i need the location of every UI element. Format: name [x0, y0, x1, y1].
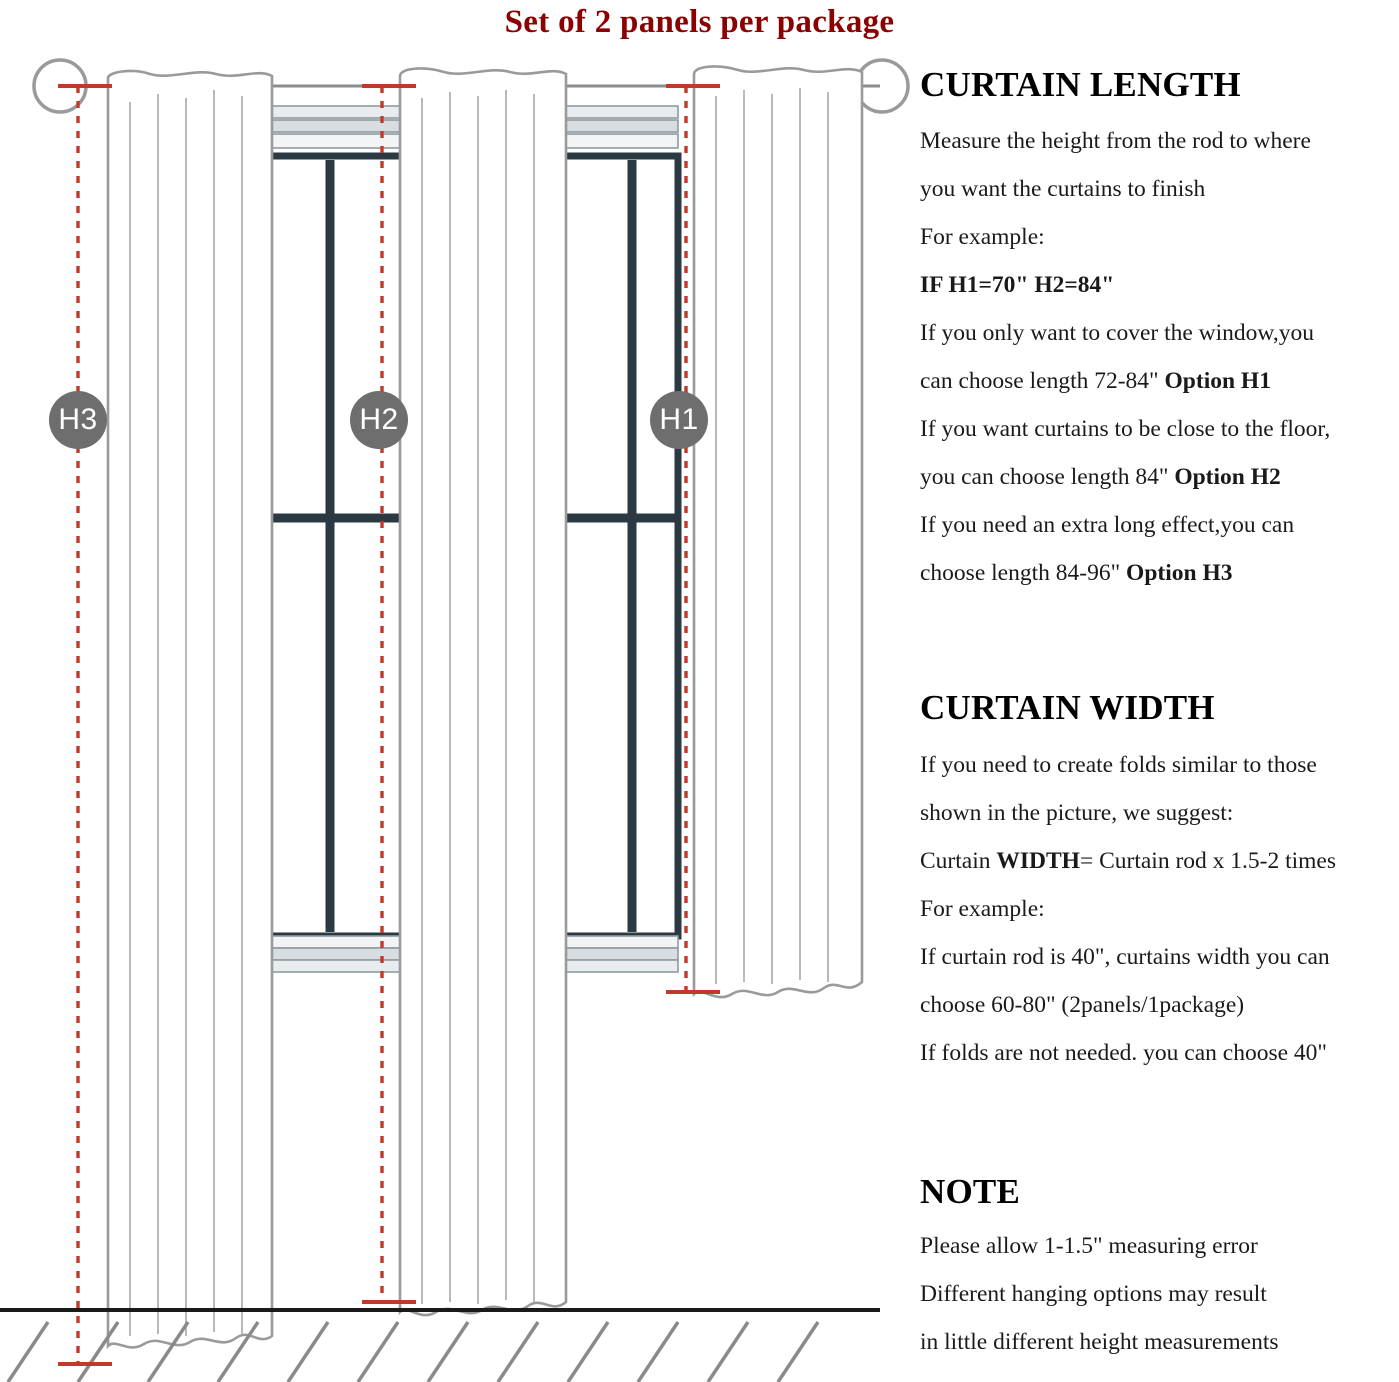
body-text: choose length 84-96"	[920, 559, 1127, 586]
text-line	[920, 1029, 1390, 1077]
body-text: choose 60-80" (2panels/1package)	[920, 992, 1245, 1018]
emphasis-text: IF H1=70" H2=84"	[920, 271, 1115, 298]
text-line	[920, 453, 1390, 501]
body-text: For example:	[920, 223, 1045, 250]
curtain-panel-right	[694, 67, 862, 998]
body-text: If folds are not needed. you can choose 40"	[920, 1040, 1327, 1066]
text-line	[920, 261, 1390, 309]
body-text: can choose length 72-84"	[920, 367, 1165, 394]
text-line	[920, 837, 1390, 885]
emphasis-text: Option H2	[1174, 463, 1281, 490]
body-text: If you need to create folds similar to those	[920, 752, 1317, 778]
diagram-svg	[0, 46, 910, 1382]
text-line	[920, 981, 1390, 1029]
section-heading: CURTAIN LENGTH	[920, 65, 1241, 104]
body-text: Please allow 1-1.5" measuring error	[920, 1232, 1258, 1259]
body-text: shown in the picture, we suggest:	[920, 800, 1234, 826]
page-title: Set of 2 panels per package	[504, 4, 895, 40]
text-line	[920, 357, 1390, 405]
curtain-panel-left	[108, 71, 272, 1347]
text-line	[920, 501, 1390, 549]
measure-badge-h2: H2	[350, 391, 408, 449]
text-line	[920, 549, 1390, 597]
measure-badge-h3: H3	[49, 391, 107, 449]
text-line	[920, 117, 1390, 165]
text-line	[920, 405, 1390, 453]
body-text: If curtain rod is 40", curtains width you can	[920, 944, 1330, 970]
emphasis-text: Option H3	[1126, 559, 1233, 586]
text-line	[920, 309, 1390, 357]
section-body	[920, 741, 1390, 1077]
body-text: For example:	[920, 896, 1045, 922]
curtain-panel-middle	[400, 69, 566, 1316]
measure-badge-h1: H1	[650, 391, 708, 449]
section-heading: CURTAIN WIDTH	[920, 687, 1215, 727]
text-line	[920, 789, 1390, 837]
body-text: If you need an extra long effect,you can	[920, 511, 1295, 538]
emphasis-text: WIDTH	[996, 848, 1080, 874]
body-text: Curtain	[920, 848, 997, 874]
text-line	[920, 165, 1390, 213]
section-heading: NOTE	[920, 1172, 1020, 1211]
body-text: you can choose length 84"	[920, 463, 1175, 490]
measure-h3	[58, 86, 112, 1364]
text-line	[920, 213, 1390, 261]
body-text: = Curtain rod x 1.5-2 times	[1079, 848, 1337, 874]
emphasis-text: Option H1	[1164, 367, 1271, 394]
text-line	[920, 1270, 1390, 1318]
curtain-measurement-diagram	[0, 46, 910, 1382]
text-line	[920, 933, 1390, 981]
text-line	[920, 1222, 1390, 1270]
section-body	[920, 117, 1390, 597]
section-note	[920, 1173, 1390, 1366]
body-text: If you want curtains to be close to the floor,	[920, 415, 1331, 442]
body-text: you want the curtains to finish	[920, 175, 1206, 202]
body-text: Different hanging options may result	[920, 1280, 1267, 1307]
instructions-column	[920, 66, 1390, 1366]
body-text: Measure the height from the rod to where	[920, 127, 1311, 154]
text-line	[920, 1318, 1390, 1366]
section-curtain-width	[920, 689, 1390, 1078]
text-line	[920, 885, 1390, 933]
text-line	[920, 741, 1390, 789]
body-text: If you only want to cover the window,you	[920, 319, 1314, 346]
section-body	[920, 1222, 1390, 1366]
section-curtain-length	[920, 66, 1390, 597]
body-text: in little different height measurements	[920, 1328, 1279, 1355]
